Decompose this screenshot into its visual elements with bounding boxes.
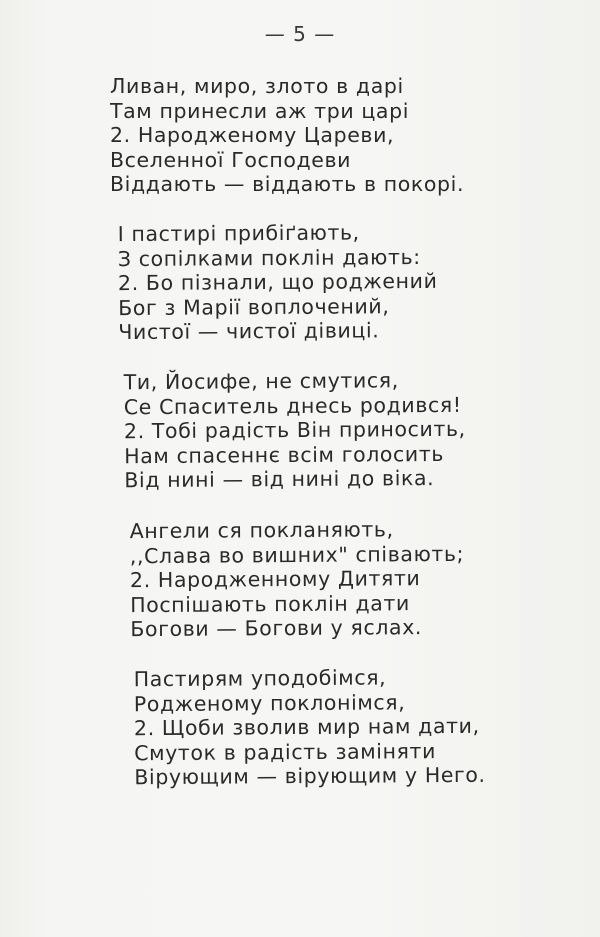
- verse-line: Богови — Богови у яслах.: [130, 615, 423, 642]
- verse-line: Родженому поклонімся,: [133, 689, 406, 716]
- stanza-2: [118, 220, 438, 345]
- verse-line: Віддають — віддають в покорі.: [110, 172, 465, 196]
- verse-line: 2. Народженому Цареви,: [110, 123, 395, 147]
- verse-line: ,,Слава во вишних" співають;: [129, 541, 465, 568]
- verse-line: Нам спасеннє всім голосить: [124, 441, 445, 468]
- verse-line: Се Спаситель днесь родився!: [123, 392, 462, 419]
- verse-line: Ливан, миро, злото в дарі: [110, 74, 404, 98]
- stanza-5: [134, 665, 486, 790]
- verse-line: Вселенної Господеви: [110, 147, 352, 172]
- verse-line: Чистої — чистої дівиці.: [118, 318, 380, 345]
- verse-line: 2. Тобі радість Він приносить,: [123, 416, 466, 444]
- stanza-1: [110, 74, 464, 197]
- verse-line: Ти, Йосифе, не смутися,: [123, 368, 399, 395]
- verse-line: Там принесли аж три царі: [110, 98, 409, 123]
- verse-line: Пастирям уподобімся,: [133, 665, 387, 692]
- stanza-3: [124, 368, 467, 493]
- verse-line: І пастирі прибіґають,: [117, 220, 360, 247]
- stanza-4: [130, 517, 465, 642]
- verse-line: Бог з Марії воплочений,: [118, 293, 390, 320]
- verse-line: 2. Народженному Дитяти: [129, 566, 421, 593]
- verse-line: Смуток в радість заміняти: [134, 738, 437, 765]
- page-number: — 5 —: [264, 22, 336, 46]
- verse-line: 2. Щоби зволив мир нам дати,: [133, 713, 480, 741]
- verse-line: 2. Бо пізнали, що роджений: [117, 268, 438, 296]
- verse-line: Від нині — від нині до віка.: [124, 466, 435, 493]
- verse-line: Вірующим — вірующим у Него.: [134, 762, 486, 790]
- verse-line: Ангели ся покланяють,: [129, 517, 394, 544]
- verse-line: З сопілками поклін дають:: [117, 244, 421, 271]
- verse-line: Поспішають поклін дати: [130, 590, 410, 617]
